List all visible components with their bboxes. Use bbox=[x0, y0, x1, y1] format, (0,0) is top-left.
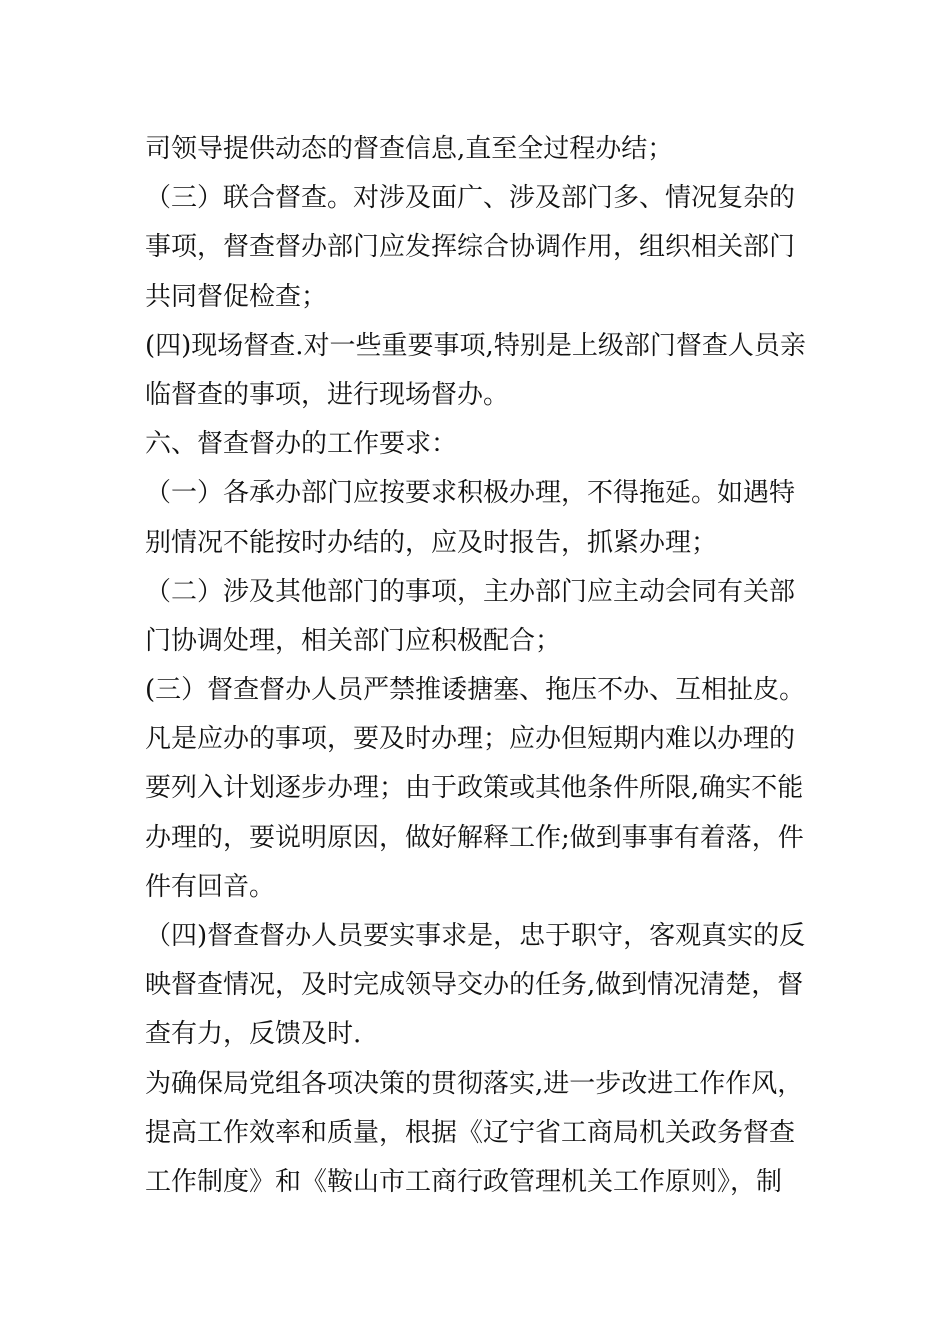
text-line: （二）涉及其他部门的事项，主办部门应主动会同有关部 bbox=[145, 576, 796, 607]
text-line: 事项，督查督办部门应发挥综合协调作用，组织相关部门 bbox=[145, 232, 796, 263]
text-line: (三）督查督办人员严禁推诿搪塞、拖压不办、互相扯皮。 bbox=[145, 675, 806, 706]
text-line: 要列入计划逐步办理；由于政策或其他条件所限,确实不能 bbox=[145, 773, 804, 804]
text-line: （一）各承办部门应按要求积极办理，不得拖延。如遇特 bbox=[145, 478, 796, 509]
section-heading: 六、督查督办的工作要求： bbox=[145, 429, 458, 460]
text-line: 门协调处理，相关部门应积极配合； bbox=[145, 625, 562, 656]
text-line: 工作制度》和《鞍山市工商行政管理机关工作原则》，制 bbox=[145, 1166, 783, 1197]
text-line: 司领导提供动态的督查信息,直至全过程办结； bbox=[145, 134, 674, 164]
text-line: 别情况不能按时办结的，应及时报告，抓紧办理； bbox=[145, 527, 718, 558]
text-line: 查有力，反馈及时. bbox=[145, 1019, 362, 1050]
text-line: 映督查情况，及时完成领导交办的任务,做到情况清楚，督 bbox=[145, 970, 804, 1001]
text-line: （四)督查督办人员要实事求是，忠于职守，客观真实的反 bbox=[145, 921, 806, 951]
document-body bbox=[145, 125, 815, 1207]
text-line: 临督查的事项，进行现场督办。 bbox=[145, 379, 510, 410]
text-line: 共同督促检查； bbox=[145, 281, 328, 312]
text-line: 办理的，要说明原因，做好解释工作;做到事事有着落，件 bbox=[145, 822, 804, 853]
text-line: 为确保局党组各项决策的贯彻落实,进一步改进工作作风， bbox=[145, 1068, 804, 1099]
text-line: 提高工作效率和质量，根据《辽宁省工商局机关政务督查 bbox=[145, 1117, 796, 1148]
text-line: （三）联合督查。对涉及面广、涉及部门多、情况复杂的 bbox=[145, 183, 796, 214]
text-line: 件有回音。 bbox=[145, 871, 276, 902]
text-line: (四)现场督查.对一些重要事项,特别是上级部门督查人员亲 bbox=[145, 330, 806, 361]
text-line: 凡是应办的事项，要及时办理；应办但短期内难以办理的 bbox=[145, 724, 796, 755]
